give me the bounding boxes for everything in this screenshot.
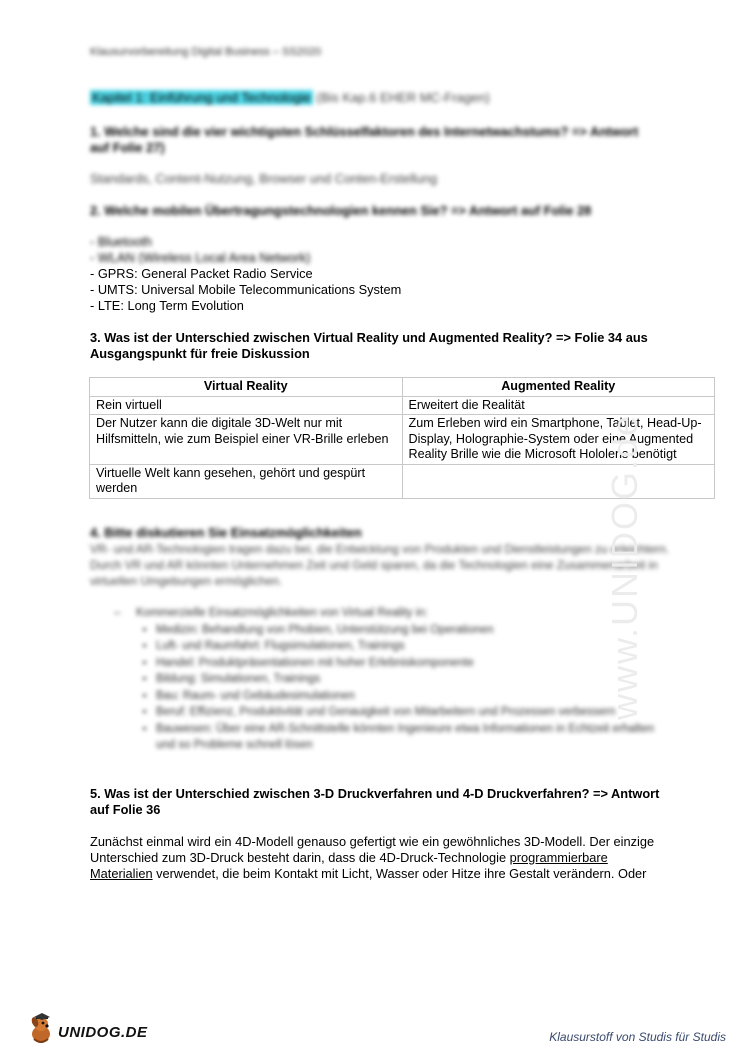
- answer-5-underlined: programmierbare Materialien: [90, 850, 608, 881]
- table-header-vr: Virtual Reality: [90, 378, 403, 397]
- watermark-text: www.UNIDOG.de: [604, 413, 645, 720]
- list-item: • Bauwesen: Über eine AR-Schnittstelle könnten Ingenieure etwa Informationen in Echtzeit erhalten und so Probleme schnell lösen: [156, 721, 672, 754]
- table-header-ar: Augmented Reality: [402, 378, 715, 397]
- table-cell: Virtuelle Welt kann gesehen, gehört und gespürt werden: [90, 464, 403, 498]
- question-3: 3. Was ist der Unterschied zwischen Virtual Reality und Augmented Reality? => Folie 34 aus Ausgangspunkt für freie Diskussion: [90, 330, 648, 361]
- question-4: 4. Bitte diskutieren Sie Einsatzmöglichkeiten: [90, 525, 362, 540]
- list-item: • Medizin: Behandlung von Phobien, Unterstützung bei Operationen: [156, 622, 672, 639]
- footer-slogan: Klausurstoff von Studis für Studis: [549, 1030, 726, 1044]
- table-cell: Erweitert die Realität: [402, 396, 715, 415]
- list-item: - WLAN (Wireless Local Area Network): [90, 250, 311, 265]
- answer-5-part-2: verwendet, die beim Kontakt mit Licht, Wasser oder Hitze ihre Gestalt verändern. Oder: [152, 866, 647, 881]
- chapter-title: [90, 90, 490, 105]
- list-item: - GPRS: General Packet Radio Service: [90, 266, 313, 281]
- unidog-logo: [26, 1012, 166, 1048]
- chapter-title-highlight: Kapitel 1: Einführung und Technologie: [92, 90, 311, 105]
- answer-4-intro: VR- und AR-Technologien tragen dazu bei, die Entwicklung von Produkten und Dienstleistungen zu erleichtern. Durch VR und AR könnten Unternehmen Zeit und Geld sparen, da die Technologien eine Zusammenarbeit in virtuellen Umgebungen ermöglichen.: [90, 542, 670, 588]
- logo-text: UNIDOG.DE: [58, 1024, 148, 1041]
- table-cell: Zum Erleben wird ein Smartphone, Tablet, Head-Up-Display, Holographie-System oder eine Augmented Reality Brille wie die Microsoft Hololens benötigt: [402, 415, 715, 465]
- transmission-list: [90, 234, 401, 314]
- chapter-title-note: (Bis Kap.6 EHER MC-Fragen): [316, 90, 490, 105]
- use-cases-list: [112, 605, 672, 754]
- question-1: 1. Welche sind die vier wichtigsten Schlüsselfaktoren des Internetwachstums? => Antwort auf Folie 27): [90, 124, 639, 155]
- table-cell: Der Nutzer kann die digitale 3D-Welt nur mit Hilfsmitteln, wie zum Beispiel einer VR-Brille erleben: [90, 415, 403, 465]
- list-item: - UMTS: Universal Mobile Telecommunications System: [90, 282, 402, 297]
- list-item: • Bildung: Simulationen, Trainings: [156, 671, 672, 688]
- answer-5: [90, 834, 670, 882]
- use-cases-lead: – Kommerzielle Einsatzmöglichkeiten von Virtual Reality in:: [112, 605, 672, 622]
- table-cell: Rein virtuell: [90, 396, 403, 415]
- table-header-row: [90, 378, 715, 397]
- answer-1: Standards, Content-Nutzung, Browser und Conten-Erstellung: [90, 171, 438, 186]
- list-item: • Bau: Raum- und Gebäudesimulationen: [156, 688, 672, 705]
- list-item: • Beruf: Effizienz, Produktivität und Genauigkeit von Mitarbeitern und Prozessen verbessern: [156, 704, 672, 721]
- table-row: [90, 396, 715, 415]
- list-item: • Luft- und Raumfahrt: Flugsimulationen, Trainings: [156, 638, 672, 655]
- list-item: • Handel: Produktpräsentationen mit hoher Erlebniskomponente: [156, 655, 672, 672]
- question-2: 2. Welche mobilen Übertragungstechnologien kennen Sie? => Antwort auf Folie 28: [90, 203, 592, 218]
- table-cell: [402, 464, 715, 498]
- question-5: 5. Was ist der Unterschied zwischen 3-D Druckverfahren und 4-D Druckverfahren? => Antwort auf Folie 36: [90, 786, 660, 817]
- list-item: - LTE: Long Term Evolution: [90, 298, 244, 313]
- answer-5-part-1: Zunächst einmal wird ein 4D-Modell genauso gefertigt wie ein gewöhnliches 3D-Modell. Der einzige Unterschied zum 3D-Druck besteht darin, dass die 4D-Druck-Technologie: [90, 834, 655, 865]
- dog-mascot-icon: [26, 1012, 60, 1046]
- list-item: - Bluetooth: [90, 234, 152, 249]
- document-header: Klausurvorbereitung Digital Business – SS2020: [90, 46, 322, 58]
